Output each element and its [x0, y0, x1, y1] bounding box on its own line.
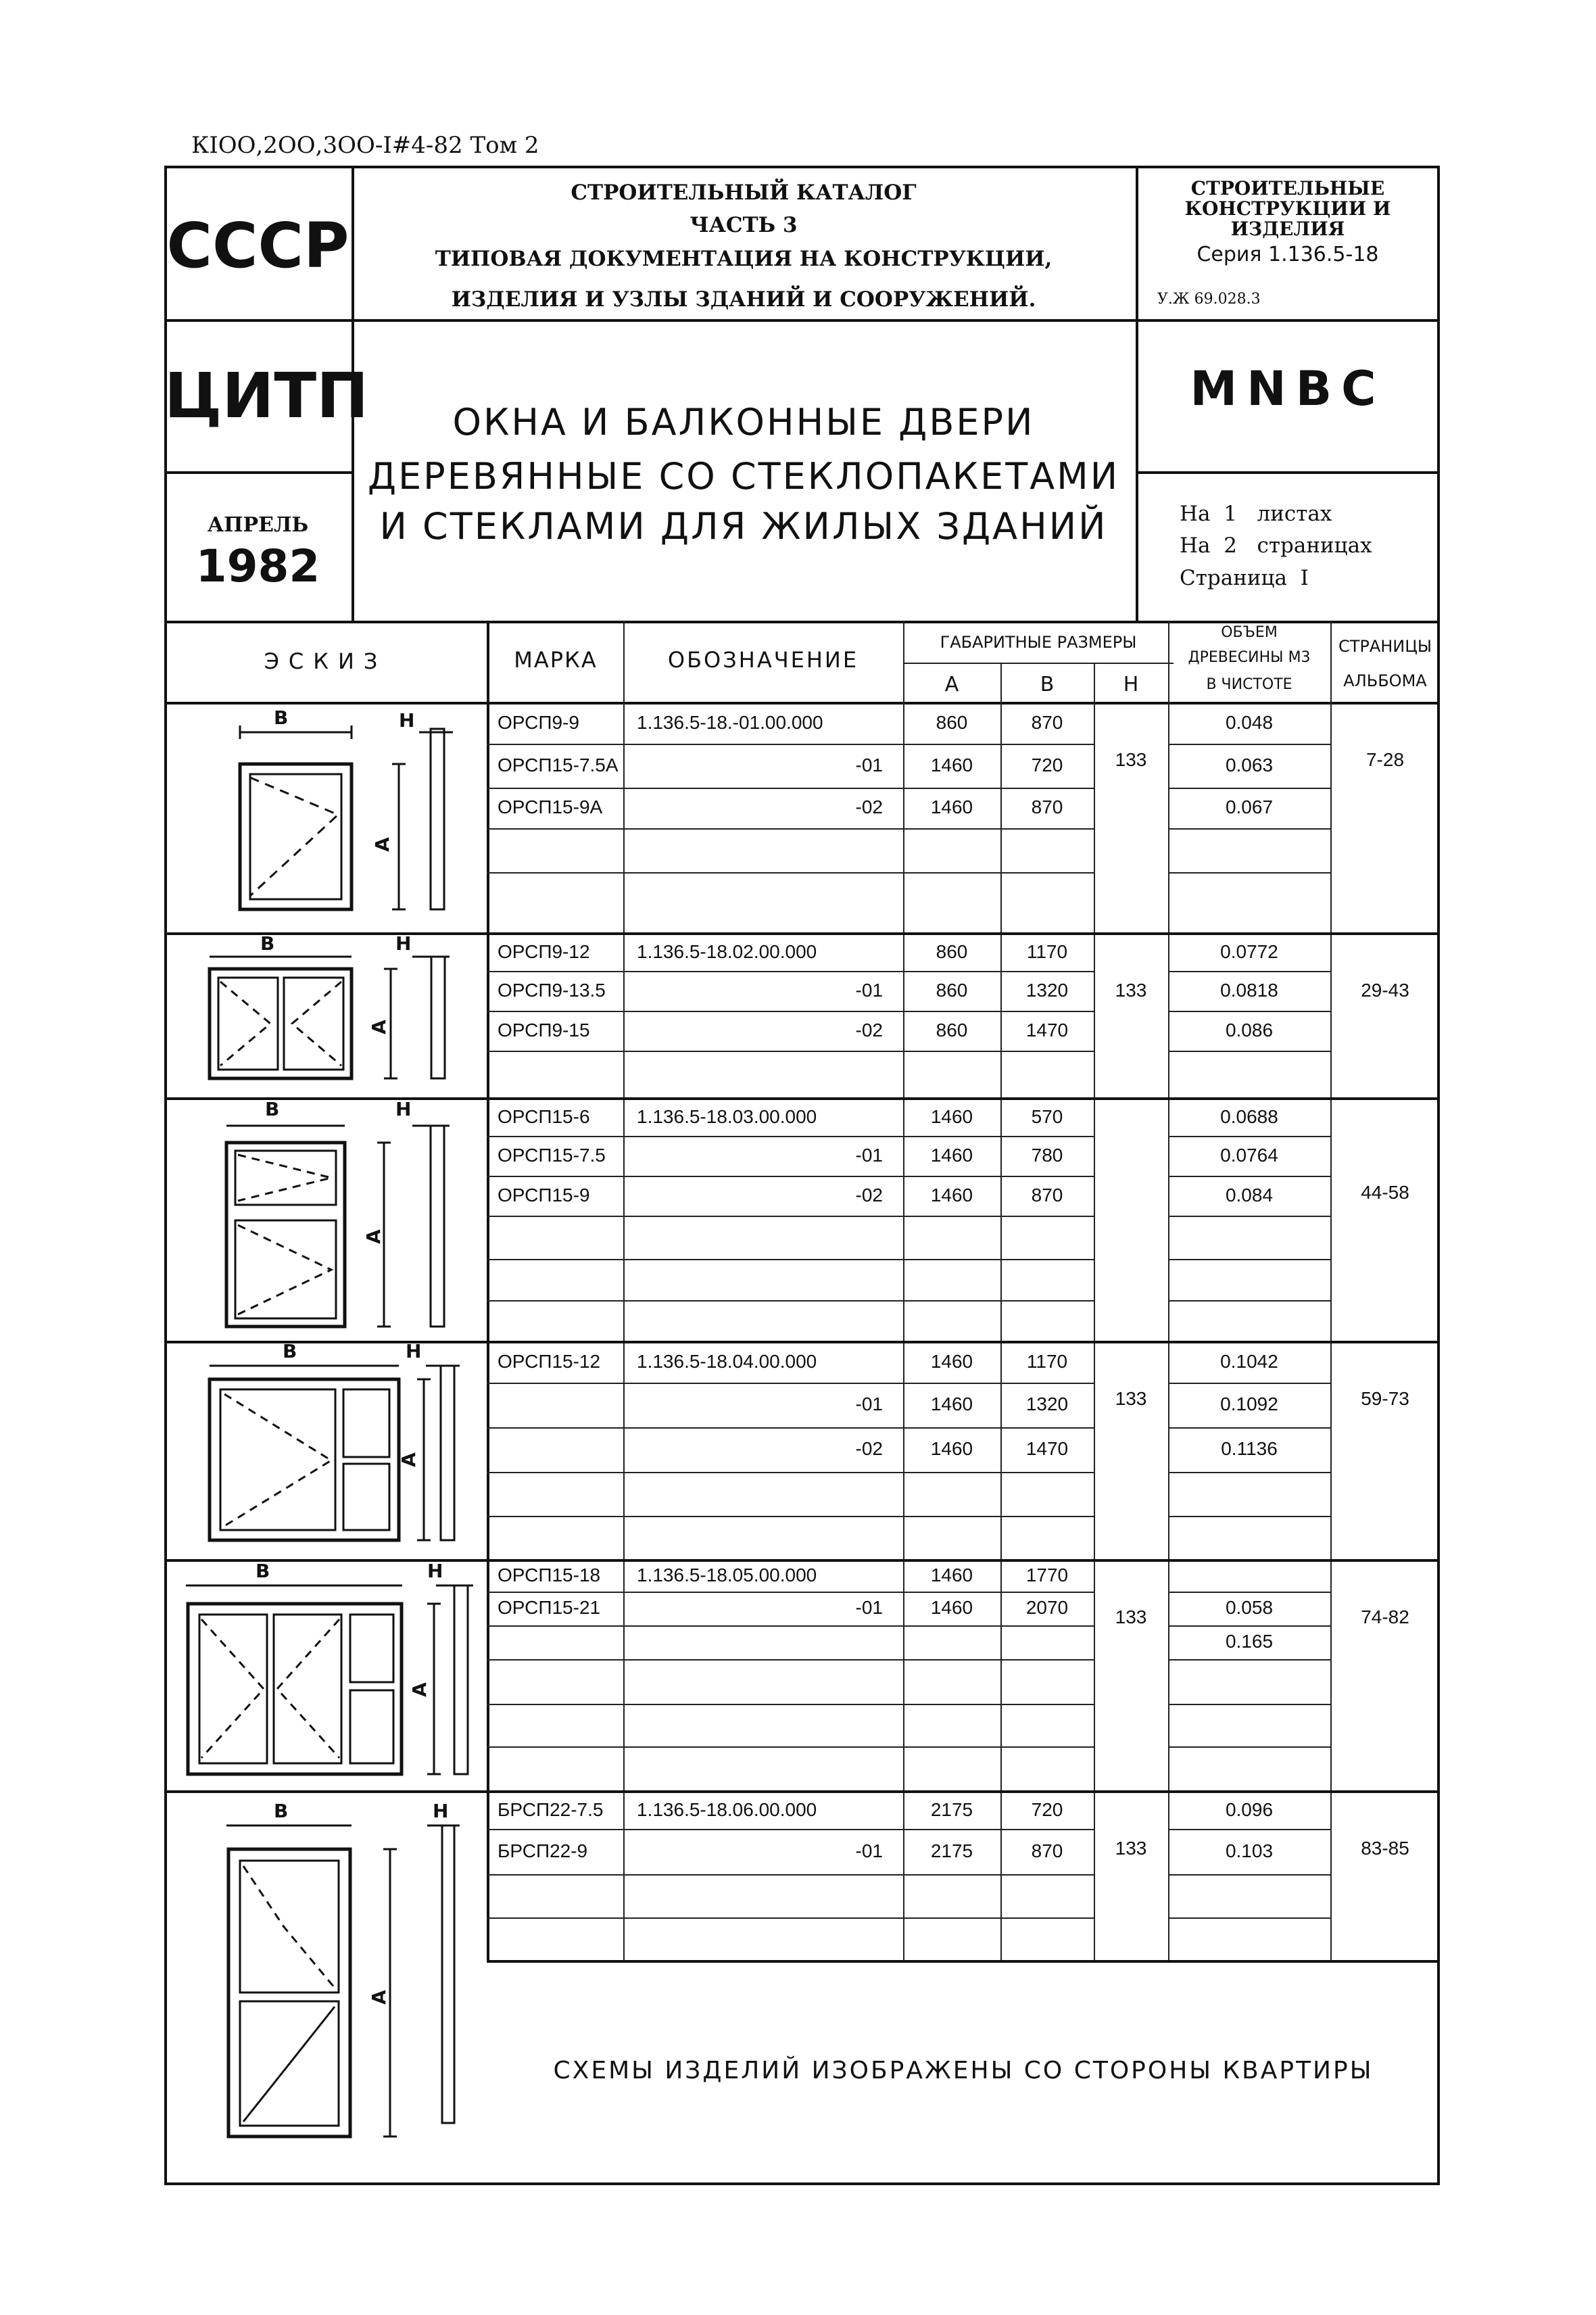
cell-a: 1460 — [930, 1184, 973, 1206]
cell-volume: 0.0688 — [1220, 1105, 1278, 1127]
sketch-dimension-a-label: А — [408, 1682, 431, 1697]
catalog-title-4: ИЗДЕЛИЯ И УЗЛЫ ЗДАНИЙ И СООРУЖЕНИЙ. — [451, 287, 1036, 312]
cell-h: 133 — [1115, 980, 1147, 1001]
cell-b: 1770 — [1025, 1565, 1069, 1585]
cell-b: 1470 — [1025, 1438, 1069, 1459]
sketch-dimension-b-label: В — [260, 932, 275, 955]
cell-volume: 0.1136 — [1221, 1438, 1278, 1459]
cell-designation: -02 — [855, 796, 883, 817]
sketch-window-double — [210, 957, 450, 1078]
cell-b: 1320 — [1025, 1393, 1069, 1414]
cell-b: 870 — [1031, 1184, 1063, 1206]
cell-a: 2175 — [930, 1840, 973, 1861]
sketch-dimension-b-label: В — [274, 1800, 289, 1822]
sketch-dimension-h-label: Н — [433, 1800, 449, 1822]
cell-volume: 0.086 — [1225, 1019, 1274, 1041]
cell-mark: ОРСП15-12 — [498, 1351, 601, 1372]
cell-pages: 44-58 — [1361, 1182, 1409, 1203]
sketch-dimension-h-label: Н — [395, 932, 412, 955]
cell-volume: 0.084 — [1225, 1184, 1274, 1206]
cell-a: 1460 — [930, 1597, 973, 1618]
sketch-window-stacked — [226, 1126, 450, 1327]
sketch-dimension-h-label: Н — [427, 1560, 443, 1582]
cell-volume: 0.103 — [1225, 1840, 1274, 1861]
cell-mark: ОРСП15-7.5А — [498, 754, 619, 775]
date-year: 1982 — [195, 540, 320, 592]
cell-a: 860 — [936, 979, 968, 1001]
sketch-dimension-b-label: В — [256, 1560, 270, 1582]
cell-a: 1460 — [930, 796, 973, 817]
cell-mark: ОРСП9-13.5 — [498, 979, 606, 1001]
cell-designation: 1.136.5-18.06.00.000 — [637, 1798, 817, 1820]
cell-pages: 74-82 — [1361, 1606, 1409, 1627]
cell-b: 2070 — [1025, 1597, 1069, 1618]
cell-a: 860 — [936, 940, 968, 962]
catalog-title-1: СТРОИТЕЛЬНЫЙ КАТАЛОГ — [571, 181, 917, 205]
header-volume-1: ОБЪЕМ — [1221, 624, 1278, 641]
sketch-window-triple — [186, 1585, 473, 1774]
cell-b: 870 — [1031, 1840, 1063, 1861]
cell-designation: -01 — [855, 754, 883, 775]
cell-designation: -01 — [855, 1144, 883, 1166]
cell-volume: 0.0772 — [1220, 940, 1278, 962]
cell-mark: ОРСП9-15 — [498, 1019, 590, 1041]
sketch-dimension-a-label: А — [370, 837, 393, 852]
sketch-dimension-b-label: В — [274, 707, 289, 729]
header-pages-1: СТРАНИЦЫ — [1338, 637, 1432, 656]
cell-h: 133 — [1115, 1388, 1147, 1409]
cell-mark: БРСП22-9 — [498, 1840, 588, 1861]
udk-label: У.Ж 69.028.3 — [1157, 291, 1261, 308]
cell-volume: 0.096 — [1225, 1798, 1274, 1820]
cell-designation: 1.136.5-18.04.00.000 — [637, 1351, 817, 1372]
cell-volume: 0.067 — [1225, 796, 1274, 817]
cell-designation: -01 — [855, 1840, 883, 1861]
cell-h: 133 — [1115, 1838, 1147, 1859]
cell-mark: ОРСП15-7.5 — [498, 1144, 606, 1166]
cell-a: 860 — [936, 1019, 968, 1041]
pages-count: На 2 страницах — [1180, 533, 1372, 558]
header-h: Н — [1123, 673, 1139, 696]
header-pages-2: АЛЬБОМА — [1343, 671, 1427, 690]
country-label: СССР — [166, 210, 349, 282]
cell-mark: БРСП22-7.5 — [498, 1798, 604, 1820]
cell-mark: ОРСП15-21 — [498, 1597, 601, 1618]
cell-a: 1460 — [930, 1144, 973, 1166]
cell-b: 1470 — [1025, 1019, 1069, 1041]
sketch-dimension-h-label: Н — [399, 709, 415, 732]
sketch-window-single — [240, 725, 453, 909]
cell-a: 1460 — [930, 1393, 973, 1414]
cell-mark: ОРСП15-9 — [498, 1184, 590, 1206]
sketch-dimension-h-label: Н — [406, 1340, 422, 1362]
cell-pages: 29-43 — [1361, 980, 1409, 1001]
cell-a: 860 — [936, 712, 968, 733]
header-b: В — [1040, 673, 1055, 696]
document-title-1: ОКНА И БАЛКОННЫЕ ДВЕРИ — [452, 401, 1035, 444]
section-title-3: ИЗДЕЛИЯ — [1230, 218, 1345, 240]
cell-designation: -02 — [855, 1438, 883, 1459]
cell-mark: ОРСП15-9А — [498, 796, 603, 817]
cell-a: 1460 — [930, 1105, 973, 1127]
cell-mark: ОРСП15-18 — [498, 1565, 601, 1585]
header-volume-2: ДРЕВЕСИНЫ М3 — [1188, 649, 1311, 666]
header-designation: ОБОЗНАЧЕНИЕ — [667, 647, 859, 673]
cell-b: 780 — [1031, 1144, 1063, 1166]
cell-designation: 1.136.5-18.02.00.000 — [637, 940, 817, 962]
organization-label: ЦИТП — [164, 360, 369, 432]
cell-mark: ОРСП9-12 — [498, 940, 590, 962]
current-page: Страница I — [1180, 566, 1309, 590]
sketch-dimension-b-label: В — [283, 1340, 297, 1362]
cell-volume: 0.048 — [1225, 712, 1274, 733]
footer-note: СХЕМЫ ИЗДЕЛИЙ ИЗОБРАЖЕНЫ СО СТОРОНЫ КВАРТИРЫ — [553, 2057, 1374, 2084]
document-title-2: ДЕРЕВЯННЫЕ СО СТЕКЛОПАКЕТАМИ — [367, 455, 1120, 498]
sketch-balcony-door — [226, 1825, 460, 2137]
cell-b: 1320 — [1025, 979, 1069, 1001]
cell-volume: 0.1092 — [1220, 1393, 1278, 1414]
cell-a: 1460 — [930, 1438, 973, 1459]
header-dimensions: ГАБАРИТНЫЕ РАЗМЕРЫ — [940, 633, 1137, 652]
header-sketch: ЭСКИЗ — [264, 648, 387, 674]
cell-b: 870 — [1031, 796, 1063, 817]
cell-volume: 0.165 — [1225, 1631, 1274, 1652]
cell-volume: 0.0818 — [1220, 979, 1278, 1001]
cell-designation: -01 — [855, 979, 883, 1001]
cell-b: 870 — [1031, 712, 1063, 733]
cell-b: 1170 — [1026, 940, 1068, 962]
cell-designation: -02 — [855, 1019, 883, 1041]
cell-volume: 0.0764 — [1220, 1144, 1278, 1166]
sheets-count: На 1 листах — [1180, 502, 1332, 526]
date-month: АПРЕЛЬ — [207, 513, 309, 537]
cell-volume: 0.058 — [1225, 1597, 1274, 1618]
sketch-dimension-a-label: А — [397, 1452, 420, 1467]
cell-a: 1460 — [930, 754, 973, 775]
section-title-2: КОНСТРУКЦИИ И — [1184, 197, 1391, 220]
document-reference: КIОО,2ОО,3ОО-I#4-82 Том 2 — [191, 132, 539, 159]
sketch-dimension-a-label: А — [367, 1020, 390, 1034]
cell-designation: 1.136.5-18.03.00.000 — [637, 1105, 817, 1127]
cell-a: 1460 — [930, 1351, 973, 1372]
cell-b: 720 — [1031, 754, 1063, 775]
cell-designation: -02 — [855, 1184, 883, 1206]
cell-a: 1460 — [930, 1565, 973, 1585]
cell-mark: ОРСП15-6 — [498, 1105, 590, 1127]
catalog-code: MNBC — [1190, 361, 1386, 416]
header-volume-3: В ЧИСТОТЕ — [1206, 676, 1292, 693]
catalog-title-2: ЧАСТЬ 3 — [690, 213, 798, 237]
series-label: Серия 1.136.5-18 — [1196, 243, 1379, 266]
section-title-1: СТРОИТЕЛЬНЫЕ — [1190, 177, 1385, 199]
cell-b: 570 — [1031, 1105, 1063, 1127]
cell-h: 133 — [1115, 749, 1147, 770]
cell-pages: 59-73 — [1361, 1388, 1409, 1409]
sketch-dimension-b-label: В — [265, 1098, 280, 1120]
cell-designation: -01 — [855, 1393, 883, 1414]
sketch-window-large-side — [210, 1366, 460, 1540]
cell-designation: 1.136.5-18.-01.00.000 — [637, 712, 823, 733]
header-a: А — [944, 673, 959, 696]
cell-h: 133 — [1115, 1606, 1147, 1627]
cell-volume: 0.063 — [1225, 754, 1274, 775]
document-title-3: И СТЕКЛАМИ ДЛЯ ЖИЛЫХ ЗДАНИЙ — [379, 505, 1108, 548]
cell-volume: 0.1042 — [1220, 1351, 1278, 1372]
cell-designation: -01 — [855, 1597, 883, 1618]
cell-mark: ОРСП9-9 — [498, 712, 579, 733]
cell-b: 720 — [1031, 1798, 1063, 1820]
header-mark: МАРКА — [514, 647, 598, 673]
cell-a: 2175 — [930, 1798, 973, 1820]
sketch-dimension-a-label: А — [367, 1990, 390, 2005]
cell-designation: 1.136.5-18.05.00.000 — [637, 1565, 817, 1585]
sketch-dimension-a-label: А — [362, 1229, 385, 1244]
catalog-title-3: ТИПОВАЯ ДОКУМЕНТАЦИЯ НА КОНСТРУКЦИИ, — [435, 247, 1053, 271]
cell-pages: 83-85 — [1361, 1838, 1409, 1859]
cell-pages: 7-28 — [1365, 749, 1405, 770]
sketch-dimension-h-label: Н — [395, 1098, 412, 1120]
cell-b: 1170 — [1026, 1351, 1068, 1372]
